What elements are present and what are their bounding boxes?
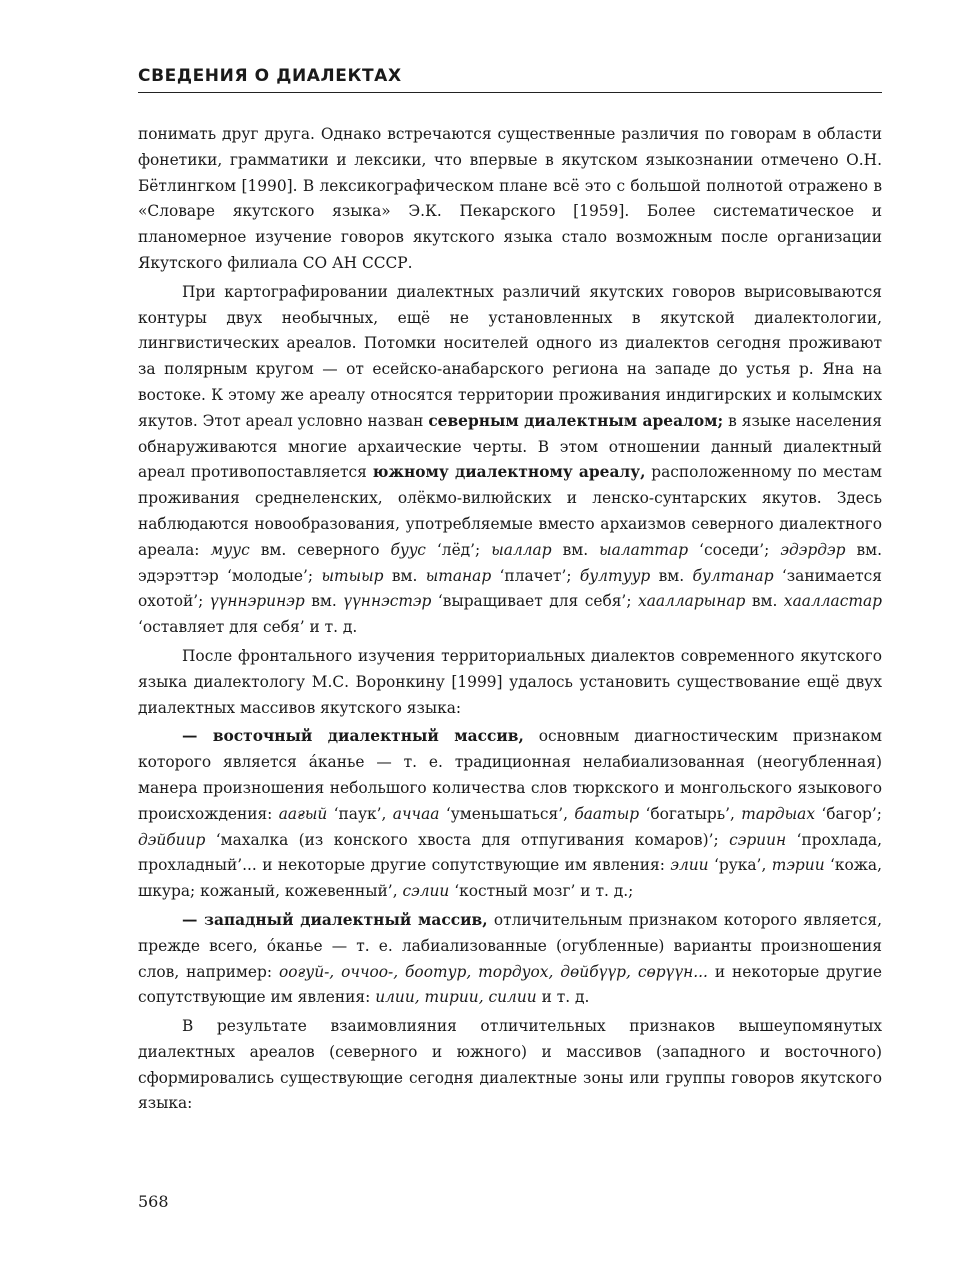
term-eastern-massif: — восточный диалектный массив, — [182, 727, 524, 746]
paragraph-6: В результате взаимовлияния отличительных признаков вышеупомянутых диалектных ареалов (северного и южного) и массивов (западного и восточного) сформировались существующие сегодня диалектные зоны или группы говоров якутского языка: — [138, 1017, 882, 1113]
term-southern-areal: южному диалектному ареалу, — [372, 463, 646, 482]
paragraph-2: При картографировании диалектных различий якутских говоров вырисовываются контуры двух необычных, ещё не установленных в якутской диалектологии, лингвистических ареалов. Потомки носителей одного из диалектов сегодня проживают за полярным кругом — от есейско-анабарского региона на западе до устья р. Яна на востоке. К этому же ареалу относятся территории проживания индигирских и колымских якутов. Этот ареал условно назван северным диалектным ареалом; в языке населения обнаруживаются многие архаические черты. В этом отношении данный диалектный ареал противопоставляется южному диалектному ареалу, расположенному по местам проживания среднеленских, олёкмо-вилюйских и ленско-сунтарских якутов. Здесь наблюдаются новообразования, употребляемые вместо архаизмов северного диалектного ареала: муус вм. северного бyyc ‘лёд’; ыаллар вм. ыалаттар ‘соседи’; эдэрдэр вм. эдэрэттэр ‘молодые’; ытыыр вм. ытанар ‘плачет’; бултуур вм. бултанар ‘занимается охотой’; үүннэринэр вм. үүннэстэр ‘выращивает для себя’; хаалларынар вм. хаалластар ‘оставляет для себя’ и т. д. — [138, 282, 883, 637]
running-header — [138, 62, 882, 93]
page-number: 568 — [138, 1192, 169, 1211]
term-western-massif: — западный диалектный массив, — [182, 910, 488, 929]
paragraph-1: понимать друг друга. Однако встречаются существенные различия по говорам в области фонетики, грамматики и лексики, что впервые в якутском языкознании отмечено О.Н. Бётлингком [1990]. В лексикографическом плане всё это с большой полнотой отражено в «Словаре якутского языка» Э.К. Пекарского [1959]. Более систематическое и планомерное изучение говоров якутского языка стало возможным после организации Якутского филиала СО АН СССР. — [138, 125, 882, 272]
paragraph-3: После фронтального изучения территориальных диалектов современного якутского языка диалектологу М.С. Воронкину [1999] удалось установить существование ещё двух диалектных массивов якутского языка: — [138, 646, 882, 717]
body-text — [138, 122, 882, 1117]
paragraph-western-massif: — западный диалектный массив, отличительным признаком которого является, прежде всего, о́канье — т. е. лабиализованные (огубленные) варианты произношения слов, например: ооғуй-, оччоо-, боотур, тордуох, дөйбүүр, сөрүүн... и некоторые другие сопутствующие им явления: илии, тирии, силии и т. д. — [138, 910, 882, 1007]
paragraph-eastern-massif: — восточный диалектный массив, основным диагностическим признаком которого является а́канье — т. е. традиционная нелабиализованная (неогубленная) манера произношения небольшого количества слов тюркского и монгольского языкового происхождения: аағый ‘паук’, аччаа ‘уменьшаться’, баатыр ‘богатырь’, тардыах ‘багор’; дэйбиир ‘махалка (из конского хвоста для отпугивания комаров)’; сэриин ‘прохлада, прохладный’... и некоторые другие сопутствующие им явления: элии ‘рука’, тэрии ‘кожа, шкура; кожаный, кожевенный’, сэлии ‘костный мозг’ и т. д.; — [138, 727, 883, 901]
running-header-title: СВЕДЕНИЯ О ДИАЛЕКТАХ — [138, 66, 402, 86]
term-northern-areal: северным диалектным ареалом; — [428, 411, 724, 430]
